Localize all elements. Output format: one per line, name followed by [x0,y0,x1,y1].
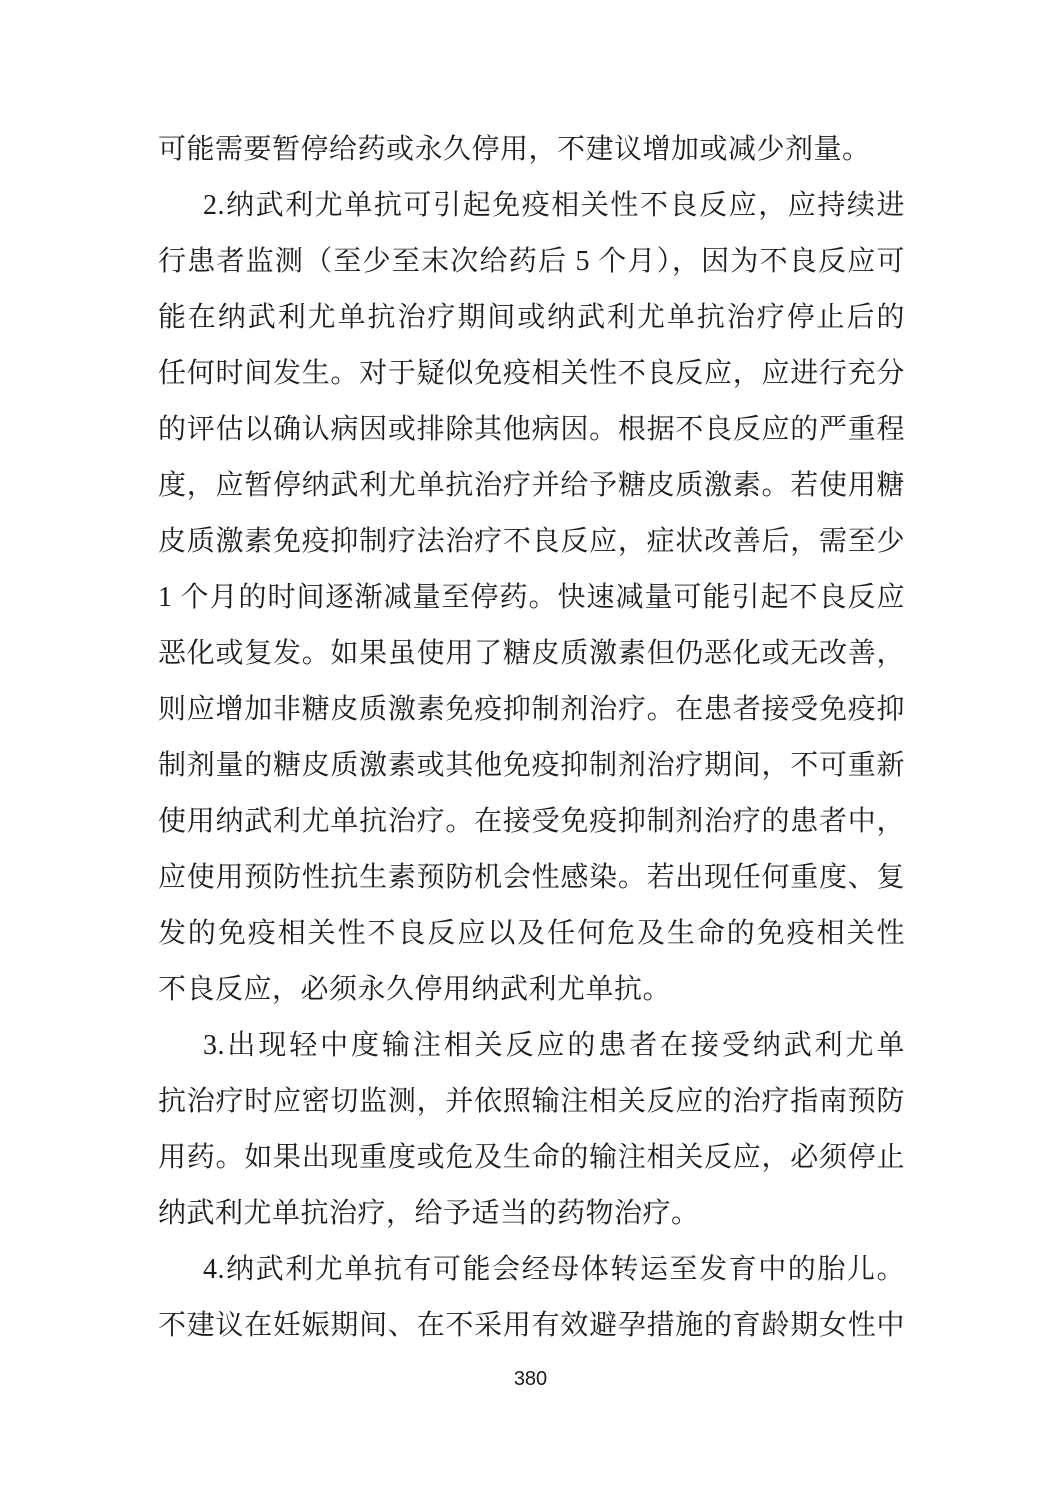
text-line-13: 使用纳武利尤单抗治疗。在接受免疫抑制剂治疗的患者中， [158,806,905,837]
text-line-10: 恶化或复发。如果虽使用了糖皮质激素但仍恶化或无改善， [158,638,905,669]
text-line-17: 3.出现轻中度输注相关反应的患者在接受纳武利尤单 [203,1030,905,1061]
text-line-15: 发的免疫相关性不良反应以及任何危及生命的免疫相关性 [158,918,905,949]
text-line-20: 纳武利尤单抗治疗，给予适当的药物治疗。 [158,1198,700,1229]
body-text [158,122,905,1354]
text-line-2: 2.纳武利尤单抗可引起免疫相关性不良反应，应持续进 [203,190,905,221]
text-line-14: 应使用预防性抗生素预防机会性感染。若出现任何重度、复 [158,862,905,893]
text-line-18: 抗治疗时应密切监测，并依照输注相关反应的治疗指南预防 [158,1086,905,1117]
text-line-22: 不建议在妊娠期间、在不采用有效避孕措施的育龄期女性中 [158,1310,905,1341]
text-line-6: 的评估以确认病因或排除其他病因。根据不良反应的严重程 [158,414,905,445]
page-number: 380 [513,1368,548,1390]
page-footer [0,1368,1061,1391]
text-line-5: 任何时间发生。对于疑似免疫相关性不良反应，应进行充分 [158,358,905,389]
text-line-19: 用药。如果出现重度或危及生命的输注相关反应，必须停止 [158,1142,905,1173]
text-line-11: 则应增加非糖皮质激素免疫抑制剂治疗。在患者接受免疫抑 [158,694,905,725]
text-line-9: 1 个月的时间逐渐减量至停药。快速减量可能引起不良反应 [158,582,905,613]
text-line-12: 制剂量的糖皮质激素或其他免疫抑制剂治疗期间，不可重新 [158,750,905,781]
text-line-16: 不良反应，必须永久停用纳武利尤单抗。 [158,974,672,1005]
text-line-1: 可能需要暂停给药或永久停用，不建议增加或减少剂量。 [158,134,871,165]
text-line-21: 4.纳武利尤单抗有可能会经母体转运至发育中的胎儿。 [203,1254,905,1285]
text-line-7: 度，应暂停纳武利尤单抗治疗并给予糖皮质激素。若使用糖 [158,470,905,501]
text-line-4: 能在纳武利尤单抗治疗期间或纳武利尤单抗治疗停止后的 [158,302,905,333]
text-line-8: 皮质激素免疫抑制疗法治疗不良反应，症状改善后，需至少 [158,526,905,557]
text-line-3: 行患者监测（至少至末次给药后 5 个月），因为不良反应可 [158,246,905,277]
